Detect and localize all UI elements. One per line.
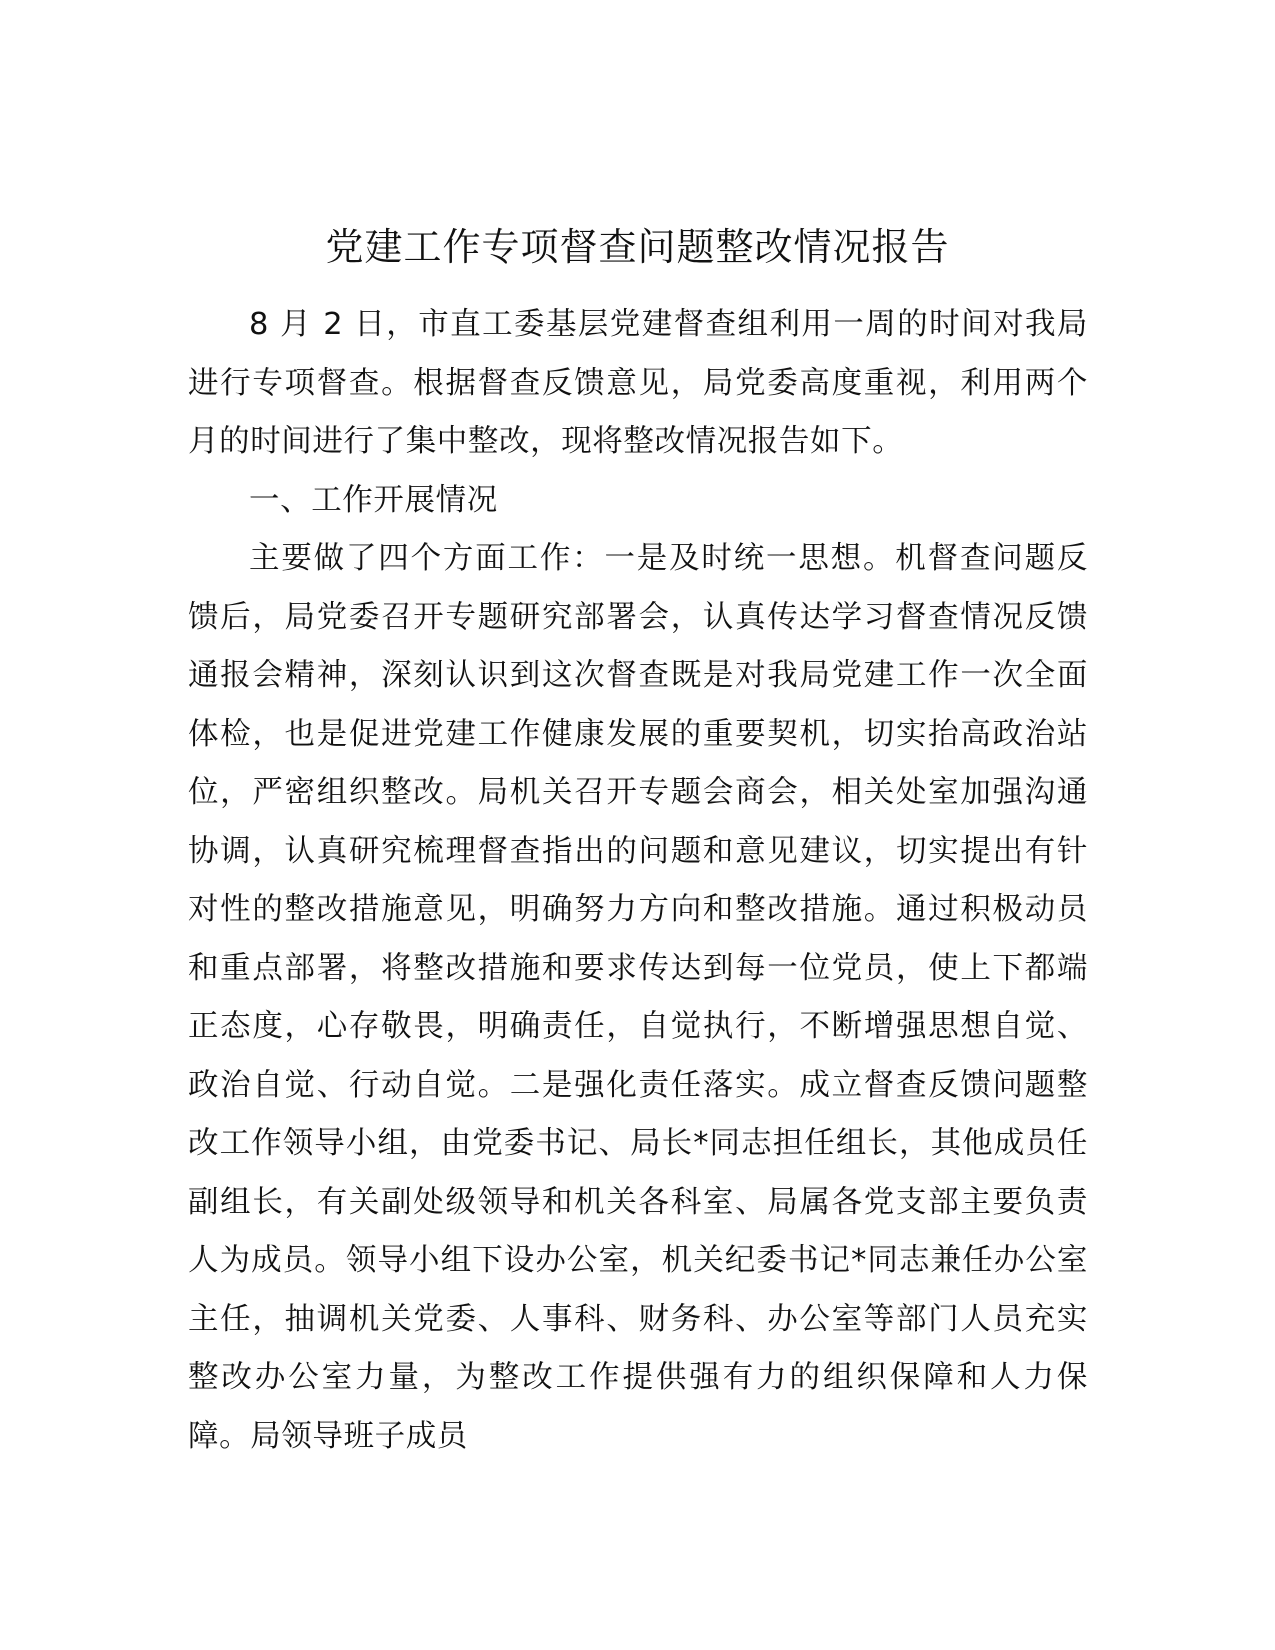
section-heading: 一、工作开展情况 (249, 482, 498, 518)
document-title: 党建工作专项督查问题整改情况报告 (325, 225, 950, 269)
work-summary-paragraph: 主要做了四个方面工作：一是及时统一思想。机督查问题反馈后，局党委召开专题研究部署会，认真传达学习督查情况反馈通报会精神，深刻认识到这次督查既是对我局党建工作一次全面体检，也是促进党建工作健康发展的重要契机，切实抬高政治站位，严密组织整改。局机关召开专题会商会，相关处室加强沟通协调，认真研究梳理督查指出的问题和意见建议，切实提出有针对性的整改措施意见，明确努力方向和整改措施。通过积极动员和重点部署，将整改措施和要求传达到每一位党员，使上下都端正态度，心存敬畏，明确责任，自觉执行，不断增强思想自觉、政治自觉、行动自觉。二是强化责任落实。成立督查反馈问题整改工作领导小组，由党委书记、局长*同志担任组长，其他成员任副组长，有关副处级领导和机关各科室、局属各党支部主要负责人为成员。领导小组下设办公室，机关纪委书记*同志兼任办公室主任，抽调机关党委、人事科、财务科、办公室等部门人员充实整改办公室力量，为整改工作提供强有力的组织保障和人力保障。局领导班子成员 (188, 541, 1088, 1454)
intro-paragraph: 8 月 2 日，市直工委基层党建督查组利用一周的时间对我局进行专项督查。根据督查反馈意见，局党委高度重视，利用两个月的时间进行了集中整改，现将整改情况报告如下。 (188, 307, 1088, 459)
document-body (188, 296, 1088, 1466)
